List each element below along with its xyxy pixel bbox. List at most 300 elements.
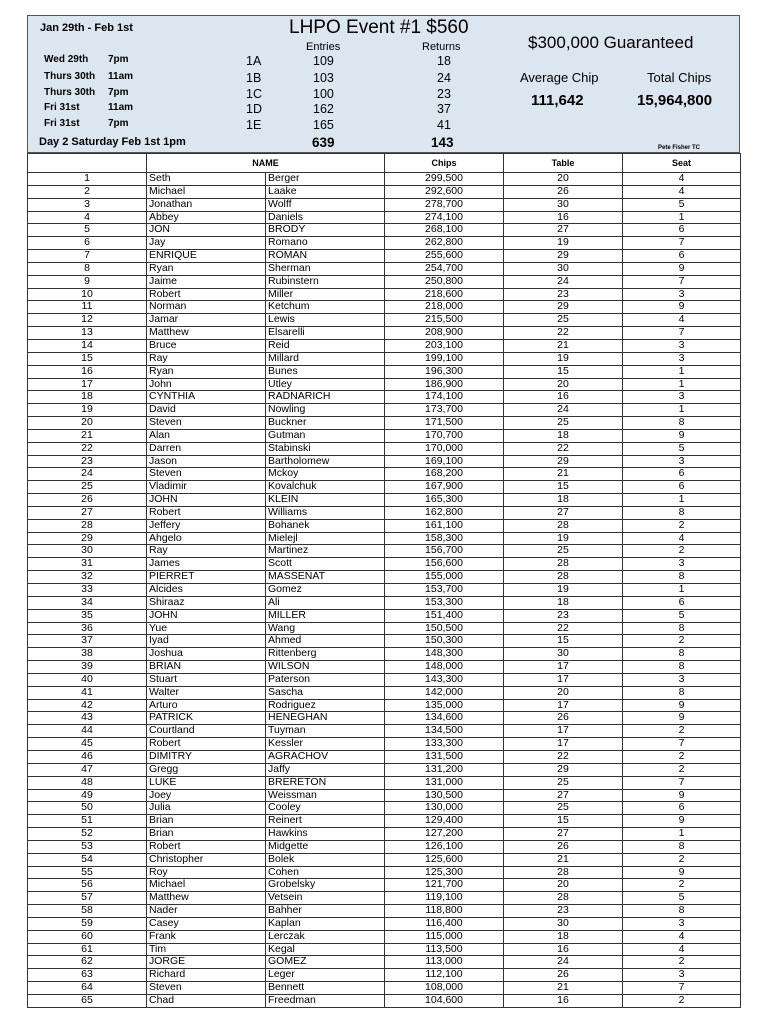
first-name-cell: BRIAN <box>147 661 266 674</box>
first-name-cell: Casey <box>147 917 266 930</box>
chips-cell: 129,400 <box>385 815 504 828</box>
session-day: Thurs 30th <box>44 87 96 98</box>
table-number-cell: 28 <box>504 866 623 879</box>
table-number-cell: 28 <box>504 558 623 571</box>
rank-cell: 50 <box>28 802 147 815</box>
seat-number-cell: 3 <box>623 339 741 352</box>
table-header-row <box>28 154 741 173</box>
rank-cell: 59 <box>28 917 147 930</box>
table-number-cell: 17 <box>504 699 623 712</box>
rank-cell: 10 <box>28 288 147 301</box>
first-name-cell: Jamar <box>147 314 266 327</box>
last-name-cell: Ahmed <box>266 635 385 648</box>
table-number-cell: 27 <box>504 506 623 519</box>
seat-number-cell: 7 <box>623 776 741 789</box>
chips-cell: 115,000 <box>385 930 504 943</box>
table-row <box>28 802 741 815</box>
chips-cell: 167,900 <box>385 481 504 494</box>
rank-cell: 3 <box>28 198 147 211</box>
rank-cell: 9 <box>28 275 147 288</box>
first-name-cell: Matthew <box>147 327 266 340</box>
seat-number-cell: 4 <box>623 532 741 545</box>
rank-cell: 25 <box>28 481 147 494</box>
last-name-cell: Lewis <box>266 314 385 327</box>
chips-cell: 203,100 <box>385 339 504 352</box>
seat-number-cell: 6 <box>623 224 741 237</box>
rank-cell: 52 <box>28 828 147 841</box>
chips-cell: 130,000 <box>385 802 504 815</box>
first-name-cell: Norman <box>147 301 266 314</box>
chips-cell: 173,700 <box>385 404 504 417</box>
seat-number-cell: 3 <box>623 969 741 982</box>
chips-cell: 218,000 <box>385 301 504 314</box>
last-name-cell: Tuyman <box>266 725 385 738</box>
chips-cell: 125,300 <box>385 866 504 879</box>
table-row <box>28 455 741 468</box>
rank-cell: 14 <box>28 339 147 352</box>
chips-cell: 218,600 <box>385 288 504 301</box>
last-name-cell: Bolek <box>266 853 385 866</box>
first-name-cell: Yue <box>147 622 266 635</box>
table-number-cell: 21 <box>504 982 623 995</box>
table-number-cell: 20 <box>504 173 623 186</box>
table-number-cell: 16 <box>504 995 623 1008</box>
session-time: 11am <box>108 71 134 82</box>
last-name-cell: Ketchum <box>266 301 385 314</box>
table-row <box>28 905 741 918</box>
first-name-cell: Robert <box>147 288 266 301</box>
table-row <box>28 661 741 674</box>
chips-cell: 121,700 <box>385 879 504 892</box>
table-number-cell: 24 <box>504 404 623 417</box>
chips-cell: 142,000 <box>385 686 504 699</box>
first-name-cell: Michael <box>147 185 266 198</box>
seat-number-cell: 5 <box>623 892 741 905</box>
last-name-cell: Rubinstern <box>266 275 385 288</box>
table-row <box>28 879 741 892</box>
table-number-cell: 19 <box>504 237 623 250</box>
first-name-cell: Michael <box>147 879 266 892</box>
seat-number-cell: 4 <box>623 173 741 186</box>
first-name-cell: DIMITRY <box>147 750 266 763</box>
chips-cell: 255,600 <box>385 250 504 263</box>
last-name-cell: Kegal <box>266 943 385 956</box>
session-day: Fri 31st <box>44 102 80 113</box>
last-name-cell: Elsarelli <box>266 327 385 340</box>
first-name-cell: Christopher <box>147 853 266 866</box>
table-row <box>28 185 741 198</box>
first-name-cell: Joshua <box>147 648 266 661</box>
day2-text: Day 2 Saturday Feb 1st 1pm <box>39 136 186 148</box>
session-time: 7pm <box>108 118 129 129</box>
table-row <box>28 468 741 481</box>
chips-cell: 174,100 <box>385 391 504 404</box>
seat-number-cell: 4 <box>623 185 741 198</box>
rank-cell: 39 <box>28 661 147 674</box>
seat-number-cell: 2 <box>623 545 741 558</box>
table-row <box>28 776 741 789</box>
session-time: 7pm <box>108 87 129 98</box>
chips-cell: 127,200 <box>385 828 504 841</box>
rank-cell: 36 <box>28 622 147 635</box>
rank-cell: 20 <box>28 417 147 430</box>
first-name-cell: PIERRET <box>147 571 266 584</box>
first-name-cell: Matthew <box>147 892 266 905</box>
event-title: LHPO Event #1 $560 <box>289 17 469 38</box>
seat-number-cell: 6 <box>623 802 741 815</box>
table-row <box>28 673 741 686</box>
table-row <box>28 622 741 635</box>
last-name-cell: Rittenberg <box>266 648 385 661</box>
seat-number-cell: 9 <box>623 712 741 725</box>
session-flight: 1A <box>246 54 262 68</box>
first-name-cell: Iyad <box>147 635 266 648</box>
table-row <box>28 596 741 609</box>
table-row <box>28 339 741 352</box>
chips-cell: 268,100 <box>385 224 504 237</box>
chips-cell: 156,600 <box>385 558 504 571</box>
last-name-cell: Martinez <box>266 545 385 558</box>
table-number-cell: 22 <box>504 622 623 635</box>
first-name-cell: Stuart <box>147 673 266 686</box>
table-number-cell: 24 <box>504 956 623 969</box>
rank-cell: 57 <box>28 892 147 905</box>
chips-cell: 125,600 <box>385 853 504 866</box>
table-row <box>28 365 741 378</box>
first-name-cell: Brian <box>147 815 266 828</box>
table-row <box>28 892 741 905</box>
seat-number-cell: 5 <box>623 609 741 622</box>
last-name-cell: GOMEZ <box>266 956 385 969</box>
rank-cell: 5 <box>28 224 147 237</box>
total-chips-value: 15,964,800 <box>637 92 713 109</box>
table-number-cell: 17 <box>504 673 623 686</box>
seat-number-cell: 8 <box>623 571 741 584</box>
seat-number-cell: 8 <box>623 661 741 674</box>
last-name-cell: Sascha <box>266 686 385 699</box>
table-row <box>28 442 741 455</box>
table-row <box>28 429 741 442</box>
seat-number-cell: 9 <box>623 699 741 712</box>
rank-cell: 43 <box>28 712 147 725</box>
table-number-cell: 23 <box>504 288 623 301</box>
first-name-cell: Ahgelo <box>147 532 266 545</box>
table-row <box>28 314 741 327</box>
last-name-cell: MASSENAT <box>266 571 385 584</box>
session-flight: 1B <box>246 71 262 85</box>
table-row <box>28 224 741 237</box>
rank-cell: 45 <box>28 738 147 751</box>
chips-cell: 151,400 <box>385 609 504 622</box>
rank-cell: 24 <box>28 468 147 481</box>
chips-cell: 148,000 <box>385 661 504 674</box>
last-name-cell: Bartholomew <box>266 455 385 468</box>
table-row <box>28 815 741 828</box>
last-name-cell: Hawkins <box>266 828 385 841</box>
seat-number-cell: 4 <box>623 930 741 943</box>
rank-cell: 31 <box>28 558 147 571</box>
seat-number-cell: 1 <box>623 584 741 597</box>
seat-number-cell: 4 <box>623 943 741 956</box>
table-number-cell: 18 <box>504 429 623 442</box>
first-name-cell: Gregg <box>147 763 266 776</box>
last-name-cell: AGRACHOV <box>266 750 385 763</box>
last-name-cell: Ali <box>266 596 385 609</box>
rank-cell: 32 <box>28 571 147 584</box>
first-name-cell: CYNTHIA <box>147 391 266 404</box>
seat-number-cell: 3 <box>623 673 741 686</box>
table-number-cell: 19 <box>504 532 623 545</box>
table-number-cell: 15 <box>504 365 623 378</box>
last-name-cell: Scott <box>266 558 385 571</box>
session-flight: 1D <box>246 102 262 116</box>
rank-cell: 63 <box>28 969 147 982</box>
seat-number-cell: 2 <box>623 750 741 763</box>
last-name-cell: Wolff <box>266 198 385 211</box>
session-entries: 165 <box>313 118 334 132</box>
chips-cell: 143,300 <box>385 673 504 686</box>
table-number-cell: 21 <box>504 339 623 352</box>
table-row <box>28 275 741 288</box>
last-name-cell: WILSON <box>266 661 385 674</box>
first-name-cell: Roy <box>147 866 266 879</box>
last-name-cell: Leger <box>266 969 385 982</box>
guaranteed-text: $300,000 Guaranteed <box>528 33 694 52</box>
seat-number-cell: 9 <box>623 815 741 828</box>
seat-number-cell: 7 <box>623 275 741 288</box>
table-number-cell: 30 <box>504 917 623 930</box>
chips-cell: 135,000 <box>385 699 504 712</box>
chips-cell: 278,700 <box>385 198 504 211</box>
first-name-cell: David <box>147 404 266 417</box>
average-chip-value: 111,642 <box>531 92 584 109</box>
chips-cell: 158,300 <box>385 532 504 545</box>
table-row <box>28 481 741 494</box>
last-name-cell: Lerczak <box>266 930 385 943</box>
rank-cell: 34 <box>28 596 147 609</box>
seat-number-cell: 6 <box>623 468 741 481</box>
seat-number-cell: 8 <box>623 648 741 661</box>
table-row <box>28 982 741 995</box>
rank-cell: 51 <box>28 815 147 828</box>
chips-cell: 250,800 <box>385 275 504 288</box>
seat-number-cell: 3 <box>623 558 741 571</box>
rank-cell: 17 <box>28 378 147 391</box>
first-name-cell: Brian <box>147 828 266 841</box>
seat-number-cell: 3 <box>623 455 741 468</box>
rank-cell: 27 <box>28 506 147 519</box>
rank-cell: 44 <box>28 725 147 738</box>
seat-number-cell: 9 <box>623 429 741 442</box>
first-name-cell: Ray <box>147 545 266 558</box>
rank-cell: 41 <box>28 686 147 699</box>
table-row <box>28 750 741 763</box>
chips-cell: 131,000 <box>385 776 504 789</box>
seat-number-cell: 1 <box>623 365 741 378</box>
chips-cell: 165,300 <box>385 494 504 507</box>
session-returns: 41 <box>437 118 451 132</box>
rank-cell: 29 <box>28 532 147 545</box>
table-row <box>28 198 741 211</box>
table-row <box>28 648 741 661</box>
seat-number-cell: 6 <box>623 250 741 263</box>
table-number-cell: 26 <box>504 185 623 198</box>
rank-cell: 46 <box>28 750 147 763</box>
seat-number-cell: 7 <box>623 982 741 995</box>
seat-number-cell: 1 <box>623 378 741 391</box>
first-name-cell: Steven <box>147 417 266 430</box>
table-number-cell: 26 <box>504 840 623 853</box>
rank-cell: 11 <box>28 301 147 314</box>
last-name-cell: KLEIN <box>266 494 385 507</box>
chips-cell: 162,800 <box>385 506 504 519</box>
last-name-cell: Buckner <box>266 417 385 430</box>
session-time: 7pm <box>108 54 129 65</box>
first-name-cell: Frank <box>147 930 266 943</box>
table-number-cell: 28 <box>504 519 623 532</box>
last-name-cell: BRODY <box>266 224 385 237</box>
table-number-cell: 23 <box>504 905 623 918</box>
seat-column-header: Seat <box>623 154 741 173</box>
last-name-cell: Cohen <box>266 866 385 879</box>
rank-column-header <box>28 154 147 173</box>
last-name-cell: Bohanek <box>266 519 385 532</box>
last-name-cell: Kessler <box>266 738 385 751</box>
table-number-cell: 21 <box>504 468 623 481</box>
table-number-cell: 20 <box>504 378 623 391</box>
table-row <box>28 840 741 853</box>
last-name-cell: Bunes <box>266 365 385 378</box>
first-name-cell: JON <box>147 224 266 237</box>
table-number-cell: 15 <box>504 481 623 494</box>
last-name-cell: Jaffy <box>266 763 385 776</box>
table-number-cell: 22 <box>504 750 623 763</box>
table-number-cell: 27 <box>504 789 623 802</box>
first-name-cell: Walter <box>147 686 266 699</box>
table-number-cell: 20 <box>504 879 623 892</box>
last-name-cell: ROMAN <box>266 250 385 263</box>
seat-number-cell: 7 <box>623 327 741 340</box>
first-name-cell: JORGE <box>147 956 266 969</box>
table-row <box>28 969 741 982</box>
seat-number-cell: 1 <box>623 494 741 507</box>
table-row <box>28 609 741 622</box>
first-name-cell: Nader <box>147 905 266 918</box>
table-number-cell: 16 <box>504 211 623 224</box>
seat-number-cell: 5 <box>623 198 741 211</box>
rank-cell: 49 <box>28 789 147 802</box>
table-number-cell: 22 <box>504 327 623 340</box>
seat-number-cell: 6 <box>623 596 741 609</box>
total-chips-label: Total Chips <box>647 70 712 85</box>
last-name-cell: Midgette <box>266 840 385 853</box>
seat-number-cell: 8 <box>623 686 741 699</box>
chips-cell: 150,500 <box>385 622 504 635</box>
last-name-cell: Reid <box>266 339 385 352</box>
last-name-cell: Miller <box>266 288 385 301</box>
chips-cell: 153,300 <box>385 596 504 609</box>
last-name-cell: Weissman <box>266 789 385 802</box>
first-name-cell: Arturo <box>147 699 266 712</box>
chips-cell: 156,700 <box>385 545 504 558</box>
first-name-cell: Tim <box>147 943 266 956</box>
chips-cell: 171,500 <box>385 417 504 430</box>
first-name-cell: ENRIQUE <box>147 250 266 263</box>
session-day: Thurs 30th <box>44 71 96 82</box>
chips-cell: 186,900 <box>385 378 504 391</box>
last-name-cell: Mielejl <box>266 532 385 545</box>
seat-number-cell: 1 <box>623 211 741 224</box>
last-name-cell: Wang <box>266 622 385 635</box>
first-name-cell: PATRICK <box>147 712 266 725</box>
total-entries: 639 <box>312 135 335 150</box>
table-row <box>28 712 741 725</box>
table-row <box>28 943 741 956</box>
rank-cell: 55 <box>28 866 147 879</box>
first-name-cell: LUKE <box>147 776 266 789</box>
average-chip-label: Average Chip <box>520 70 599 85</box>
table-number-cell: 26 <box>504 712 623 725</box>
table-row <box>28 699 741 712</box>
last-name-cell: Paterson <box>266 673 385 686</box>
table-row <box>28 506 741 519</box>
first-name-cell: Ryan <box>147 365 266 378</box>
chips-cell: 113,000 <box>385 956 504 969</box>
table-row <box>28 532 741 545</box>
rank-cell: 2 <box>28 185 147 198</box>
rank-cell: 47 <box>28 763 147 776</box>
seat-number-cell: 1 <box>623 404 741 417</box>
last-name-cell: Sherman <box>266 262 385 275</box>
rank-cell: 30 <box>28 545 147 558</box>
first-name-cell: Courtland <box>147 725 266 738</box>
table-number-cell: 25 <box>504 417 623 430</box>
session-entries: 100 <box>313 87 334 101</box>
credit-text: Pete Fisher TC <box>658 145 701 151</box>
table-number-cell: 21 <box>504 853 623 866</box>
table-number-cell: 22 <box>504 442 623 455</box>
chips-cell: 292,600 <box>385 185 504 198</box>
first-name-cell: Richard <box>147 969 266 982</box>
table-number-cell: 29 <box>504 250 623 263</box>
table-row <box>28 558 741 571</box>
table-number-cell: 25 <box>504 776 623 789</box>
first-name-cell: Steven <box>147 982 266 995</box>
first-name-cell: Jaime <box>147 275 266 288</box>
table-number-cell: 18 <box>504 494 623 507</box>
chips-cell: 113,500 <box>385 943 504 956</box>
seat-number-cell: 6 <box>623 481 741 494</box>
table-row <box>28 725 741 738</box>
seat-number-cell: 8 <box>623 905 741 918</box>
table-number-cell: 26 <box>504 969 623 982</box>
seat-number-cell: 2 <box>623 853 741 866</box>
last-name-cell: Laake <box>266 185 385 198</box>
first-name-cell: John <box>147 378 266 391</box>
seat-number-cell: 2 <box>623 995 741 1008</box>
rank-cell: 48 <box>28 776 147 789</box>
seat-number-cell: 3 <box>623 917 741 930</box>
last-name-cell: Stabinski <box>266 442 385 455</box>
first-name-cell: JOHN <box>147 494 266 507</box>
rank-cell: 1 <box>28 173 147 186</box>
table-row <box>28 352 741 365</box>
seat-number-cell: 1 <box>623 828 741 841</box>
rank-cell: 22 <box>28 442 147 455</box>
first-name-cell: James <box>147 558 266 571</box>
rank-cell: 21 <box>28 429 147 442</box>
chips-cell: 168,200 <box>385 468 504 481</box>
